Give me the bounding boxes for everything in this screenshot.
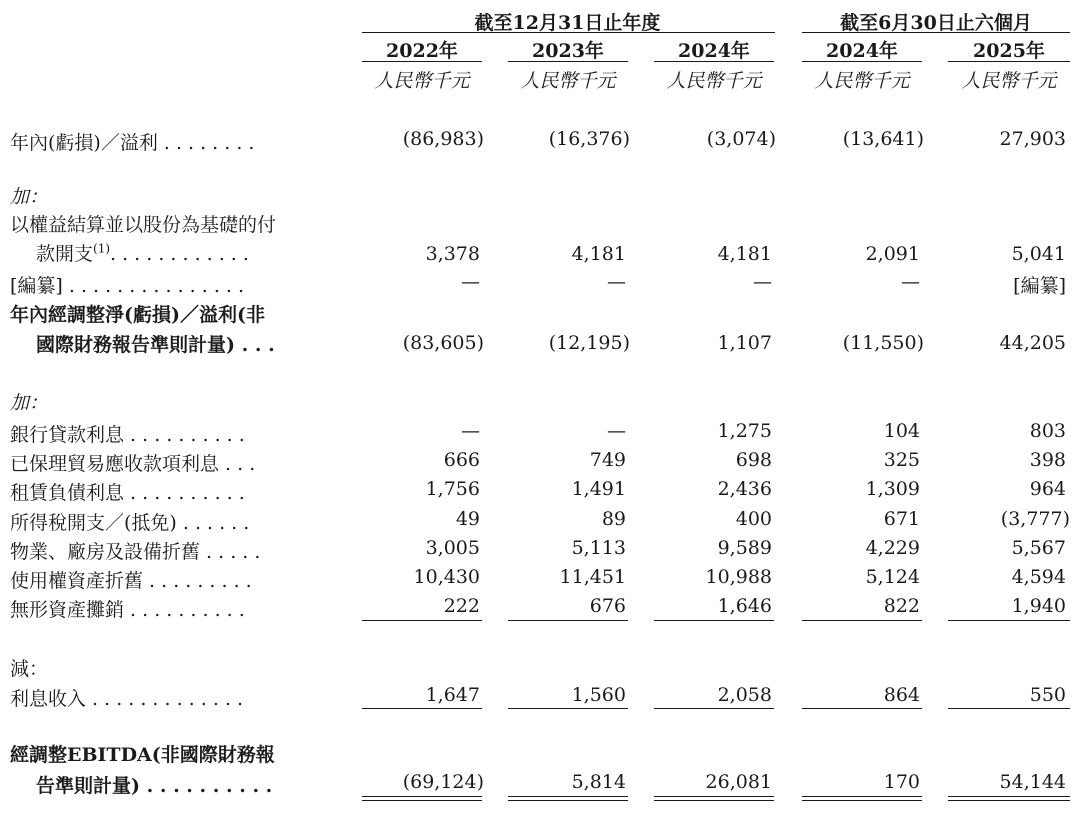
cell-value: 5,124 — [865, 566, 920, 588]
cell-value: 1,647 — [425, 684, 480, 706]
row-label-loss-profit: 年內(虧損)／溢利 . . . . . . . . — [10, 132, 255, 154]
cell-value: (83,605) — [402, 332, 484, 354]
section-less-label: 減： — [10, 658, 49, 680]
subtotal-underline — [362, 620, 482, 621]
cell-value: 222 — [443, 595, 480, 618]
cell-value: 11,451 — [559, 566, 626, 588]
unit-header: 人民幣千元 — [520, 70, 616, 92]
cell-value: 2,091 — [865, 243, 920, 265]
row-label-addition: 無形資產攤銷 . . . . . . . . . . — [10, 599, 245, 622]
row-label-addition: 銀行貸款利息 . . . . . . . . . . — [10, 424, 245, 446]
cell-value: 104 — [883, 420, 920, 442]
subtotal-underline — [948, 708, 1070, 709]
cell-value: (3,074) — [706, 128, 776, 150]
cell-value: (86,983) — [402, 128, 484, 150]
cell-value: 398 — [1029, 449, 1066, 472]
cell-value: 400 — [735, 507, 772, 530]
cell-value: 666 — [443, 449, 480, 472]
row-label-adj-net-line2: 國際財務報告準則計量) . . . — [36, 334, 275, 356]
total-double-underline — [654, 796, 774, 801]
cell-value: 170 — [883, 771, 920, 793]
year-header: 2025年 — [973, 40, 1045, 62]
cell-value: 5,814 — [571, 771, 626, 793]
cell-value: (3,777) — [1000, 507, 1070, 530]
cell-value: 5,041 — [1011, 243, 1066, 265]
leader-dots: . . . . . . . . . . . . — [110, 243, 249, 265]
cell-value: 3,378 — [425, 243, 480, 265]
cell-value: (11,550) — [842, 332, 924, 354]
total-double-underline — [508, 796, 628, 801]
cell-value: 44,205 — [999, 332, 1066, 354]
cell-value: 550 — [1029, 684, 1066, 706]
year-underline — [362, 61, 482, 62]
cell-value: 671 — [883, 507, 920, 530]
cell-value: 2,058 — [717, 684, 772, 706]
cell-value: 698 — [735, 449, 772, 472]
cell-value: 1,491 — [571, 478, 626, 501]
cell-value: 864 — [883, 684, 920, 706]
subtotal-underline — [508, 708, 628, 709]
cell-value: 4,181 — [571, 243, 626, 265]
year-header: 2022年 — [386, 40, 458, 62]
cell-value: 1,275 — [717, 420, 772, 442]
total-double-underline — [802, 796, 922, 801]
year-header: 2024年 — [678, 40, 750, 62]
cell-value: 822 — [883, 595, 920, 618]
row-label-share-comp: 以權益結算並以股份為基礎的付 — [10, 214, 277, 236]
cell-value: 749 — [589, 449, 626, 472]
subtotal-underline — [362, 708, 482, 709]
subtotal-underline — [654, 708, 774, 709]
share-comp-text: 款開支 — [36, 243, 94, 265]
year-underline — [802, 61, 922, 62]
cell-value: 5,567 — [1011, 536, 1066, 559]
year-underline — [508, 61, 628, 62]
total-double-underline — [948, 796, 1070, 801]
cell-value: 1,756 — [425, 478, 480, 501]
row-label-ebitda-line2: 告準則計量) . . . . . . . . . . — [36, 775, 273, 797]
total-double-underline — [362, 796, 482, 801]
cell-value: 4,594 — [1011, 566, 1066, 588]
cell-value: 5,113 — [571, 536, 626, 559]
subtotal-underline — [508, 620, 628, 621]
row-label-addition: 物業、廠房及設備折舊 . . . . . — [10, 540, 261, 563]
subtotal-underline — [654, 620, 774, 621]
header-group-fiscal-year: 截至12月31日止年度 — [474, 12, 661, 34]
row-label-interest-income: 利息收入 . . . . . . . . . . . . . — [10, 688, 244, 710]
cell-value: 1,940 — [1011, 595, 1066, 618]
cell-value: 49 — [455, 507, 480, 530]
cell-value: 2,436 — [717, 478, 772, 501]
cell-value: 803 — [1029, 420, 1066, 442]
cell-value: — — [607, 271, 626, 293]
cell-value: 4,181 — [717, 243, 772, 265]
cell-value: 1,646 — [717, 595, 772, 618]
cell-value: (16,376) — [548, 128, 630, 150]
cell-value: 89 — [601, 507, 626, 530]
cell-value: 676 — [589, 595, 626, 618]
cell-value: (12,195) — [548, 332, 630, 354]
section-add-label: 加： — [10, 186, 49, 208]
row-label-addition: 已保理貿易應收款項利息 . . . — [10, 453, 256, 476]
cell-value: 1,107 — [717, 332, 772, 354]
cell-value: [編纂] — [1013, 275, 1066, 297]
row-label-addition: 使用權資產折舊 . . . . . . . . . — [10, 570, 252, 592]
unit-header: 人民幣千元 — [374, 70, 470, 92]
subtotal-underline — [802, 620, 922, 621]
cell-value: 3,005 — [425, 536, 480, 559]
header-group-underline — [802, 32, 1070, 33]
footnote-ref: (1) — [93, 241, 111, 256]
unit-header: 人民幣千元 — [814, 70, 910, 92]
cell-value: 27,903 — [999, 128, 1066, 150]
cell-value: — — [461, 271, 480, 293]
header-group-half-year: 截至6月30日止六個月 — [840, 12, 1032, 34]
row-label-addition: 租賃負債利息 . . . . . . . . . . — [10, 482, 245, 505]
row-label-ebitda: 經調整EBITDA(非國際財務報 — [10, 744, 275, 766]
cell-value: — — [607, 420, 626, 442]
cell-value: 26,081 — [705, 771, 772, 793]
year-underline — [654, 61, 774, 62]
cell-value: 964 — [1029, 478, 1066, 501]
row-label-redacted: [編纂] . . . . . . . . . . . . . . . — [10, 275, 245, 297]
cell-value: — — [901, 271, 920, 293]
header-group-underline — [362, 32, 775, 33]
year-header: 2023年 — [532, 40, 604, 62]
row-label-adj-net: 年內經調整淨(虧損)／溢利(非 — [10, 304, 265, 326]
cell-value: 1,560 — [571, 684, 626, 706]
row-label-share-comp-line2 — [36, 239, 249, 266]
cell-value: 10,430 — [413, 566, 480, 588]
cell-value: 10,988 — [705, 566, 772, 588]
unit-header: 人民幣千元 — [666, 70, 762, 92]
subtotal-underline — [948, 620, 1070, 621]
cell-value: (69,124) — [402, 771, 484, 793]
cell-value: 325 — [883, 449, 920, 472]
section-add-label: 加： — [10, 392, 49, 414]
cell-value: — — [461, 420, 480, 442]
row-label-addition: 所得稅開支／(抵免) . . . . . . — [10, 511, 250, 534]
cell-value: (13,641) — [842, 128, 924, 150]
cell-value: 1,309 — [865, 478, 920, 501]
subtotal-underline — [802, 708, 922, 709]
cell-value: — — [753, 271, 772, 293]
cell-value: 9,589 — [717, 536, 772, 559]
year-header: 2024年 — [826, 40, 898, 62]
cell-value: 54,144 — [999, 771, 1066, 793]
unit-header: 人民幣千元 — [961, 70, 1057, 92]
year-underline — [948, 61, 1070, 62]
cell-value: 4,229 — [865, 536, 920, 559]
